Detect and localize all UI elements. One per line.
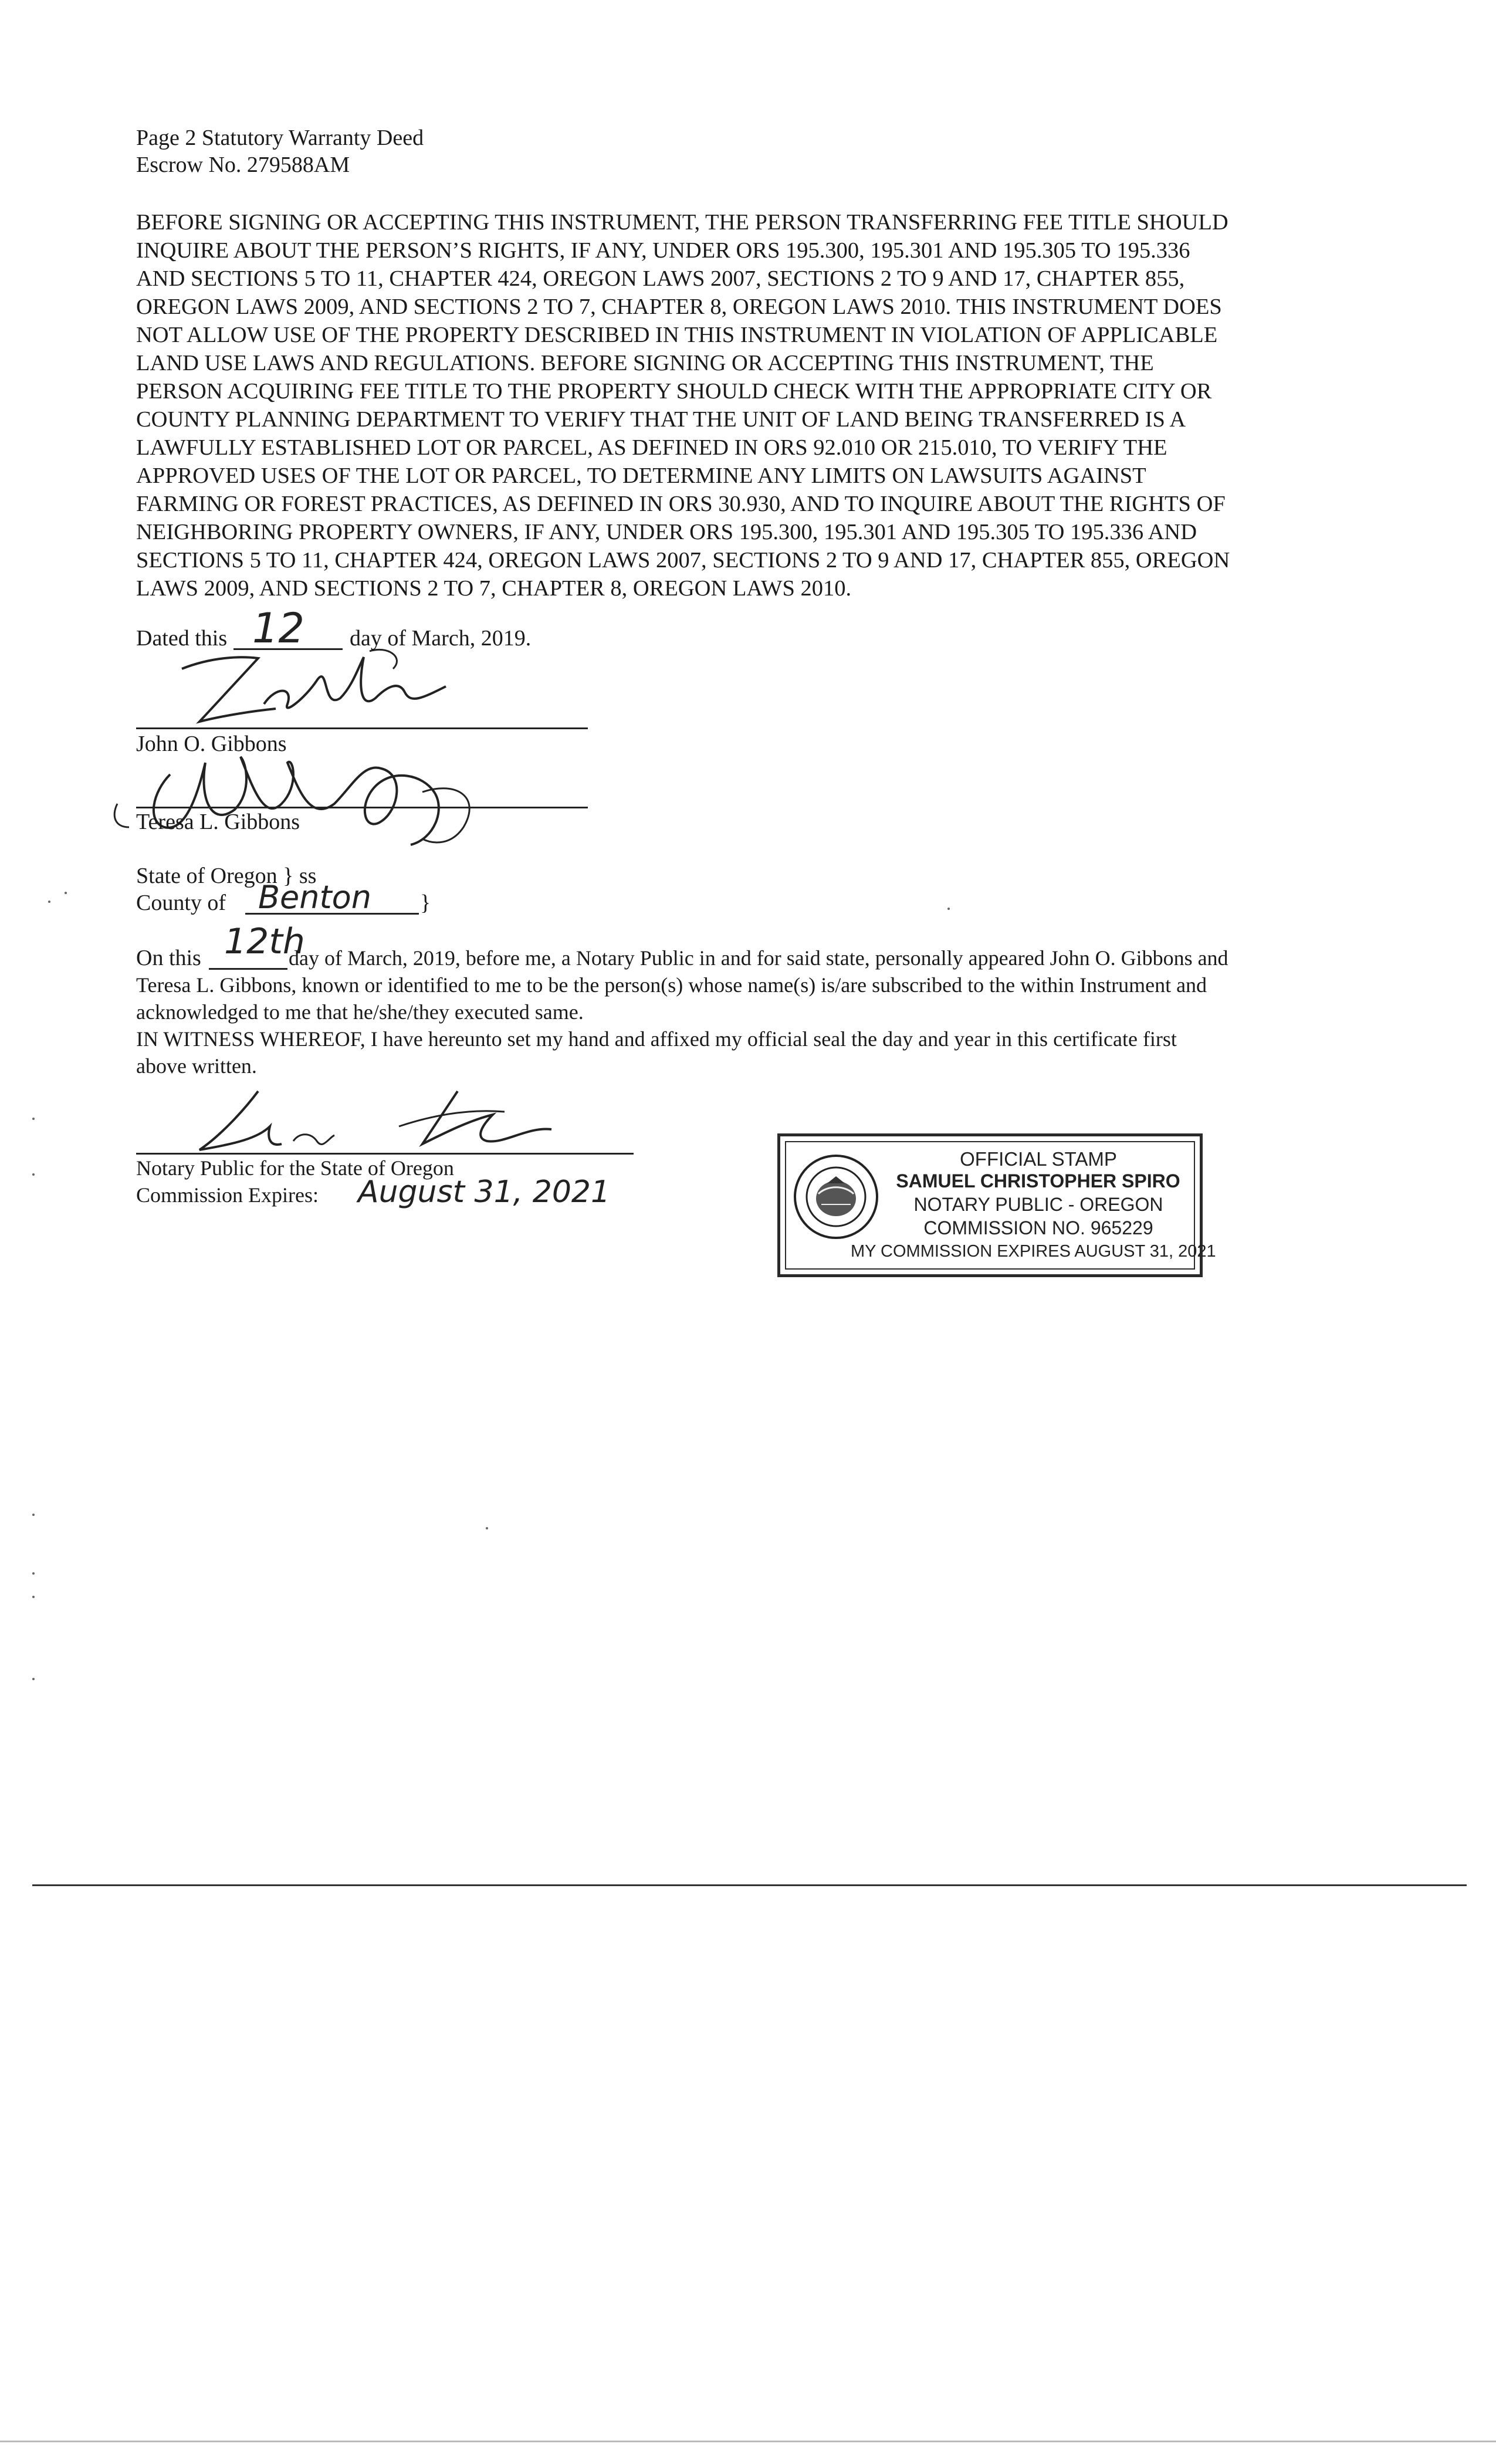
scan-speck <box>486 1527 488 1529</box>
grantor-name-2: Teresa L. Gibbons <box>136 810 300 834</box>
signature-line-1 <box>136 727 588 729</box>
notice-line: SECTIONS 5 TO 11, CHAPTER 424, OREGON LAWS 2007, SECTIONS 2 TO 9 AND 17, CHAPTER 855, OREGON <box>136 548 1230 573</box>
scan-speck <box>947 908 950 910</box>
ack-day-handwritten: 12th <box>224 921 305 962</box>
notice-line: AND SECTIONS 5 TO 11, CHAPTER 424, OREGON LAWS 2007, SECTIONS 2 TO 9 AND 17, CHAPTER 855, <box>136 266 1185 291</box>
notice-line: LAWFULLY ESTABLISHED LOT OR PARCEL, AS DEFINED IN ORS 92.010 OR 215.010, TO VERIFY THE <box>136 435 1167 460</box>
stamp-line-3: NOTARY PUBLIC - OREGON <box>913 1194 1163 1215</box>
scan-speck <box>32 1514 35 1516</box>
ack-line-3: acknowledged to me that he/she/they executed same. <box>136 1000 584 1024</box>
ack-line-1: day of March, 2019, before me, a Notary Public in and for said state, personally appeared John O. Gibbons and <box>289 946 1228 970</box>
scan-speck <box>32 1173 35 1176</box>
scan-speck <box>32 1678 35 1680</box>
ack-on-this: On this <box>136 946 201 970</box>
escrow-number: Escrow No. 279588AM <box>136 153 350 177</box>
ack-line-4: IN WITNESS WHEREOF, I have hereunto set my hand and affixed my official seal the day and year in this certificate first <box>136 1027 1177 1051</box>
bottom-rule <box>32 1884 1467 1886</box>
grantor-name-1: John O. Gibbons <box>136 732 287 756</box>
stamp-line-5: MY COMMISSION EXPIRES AUGUST 31, 2021 <box>851 1242 1216 1261</box>
scan-speck <box>48 901 50 903</box>
dated-prefix: Dated this <box>136 626 228 651</box>
stamp-line-1: OFFICIAL STAMP <box>960 1148 1117 1170</box>
dated-suffix: day of March, 2019. <box>350 626 532 651</box>
notice-line: INQUIRE ABOUT THE PERSON’S RIGHTS, IF ANY, UNDER ORS 195.300, 195.301 AND 195.305 TO 195.336 <box>136 238 1190 263</box>
notice-line: NEIGHBORING PROPERTY OWNERS, IF ANY, UNDER ORS 195.300, 195.301 AND 195.305 TO 195.336 AND <box>136 520 1197 544</box>
notary-stamp <box>777 1133 1216 1277</box>
notice-line: BEFORE SIGNING OR ACCEPTING THIS INSTRUMENT, THE PERSON TRANSFERRING FEE TITLE SHOULD <box>136 210 1228 235</box>
notice-line: FARMING OR FOREST PRACTICES, AS DEFINED IN ORS 30.930, AND TO INQUIRE ABOUT THE RIGHTS OF <box>136 492 1226 516</box>
page-label: Page 2 Statutory Warranty Deed <box>136 126 424 150</box>
ack-day-underline <box>209 968 287 970</box>
scan-speck <box>65 892 67 894</box>
venue-county-label: County of <box>136 891 226 915</box>
notice-line: PERSON ACQUIRING FEE TITLE TO THE PROPERTY SHOULD CHECK WITH THE APPROPRIATE CITY OR <box>136 379 1212 404</box>
notice-line: LAWS 2009, AND SECTIONS 2 TO 7, CHAPTER 8, OREGON LAWS 2010. <box>136 576 852 601</box>
scan-speck <box>32 1596 35 1598</box>
statutory-notice <box>136 208 1356 603</box>
notary-title: Notary Public for the State of Oregon <box>136 1156 454 1180</box>
dated-day-handwritten: 12 <box>252 604 305 652</box>
venue-state: State of Oregon } ss <box>136 864 317 888</box>
scan-edge-rule <box>0 2441 1496 2442</box>
notice-line: NOT ALLOW USE OF THE PROPERTY DESCRIBED IN THIS INSTRUMENT IN VIOLATION OF APPLICABLE <box>136 323 1218 347</box>
oregon-state-seal-icon <box>792 1153 880 1241</box>
signature-teresa-gibbons <box>106 739 505 857</box>
scan-speck <box>32 1118 35 1120</box>
stamp-line-2: SAMUEL CHRISTOPHER SPIRO <box>896 1170 1180 1192</box>
notice-line: OREGON LAWS 2009, AND SECTIONS 2 TO 7, CHAPTER 8, OREGON LAWS 2010. THIS INSTRUMENT DOES <box>136 295 1222 319</box>
stamp-line-4: COMMISSION NO. 965229 <box>923 1217 1153 1238</box>
county-handwritten: Benton <box>258 879 371 916</box>
notary-expires-label: Commission Expires: <box>136 1183 319 1207</box>
ack-line-2: Teresa L. Gibbons, known or identified to me to be the person(s) whose name(s) is/are subscribed to the within Instrument and <box>136 973 1207 997</box>
notary-expires-handwritten: August 31, 2021 <box>358 1175 611 1210</box>
notary-signature <box>141 1079 598 1162</box>
ack-line-5: above written. <box>136 1054 257 1078</box>
notice-line: APPROVED USES OF THE LOT OR PARCEL, TO DETERMINE ANY LIMITS ON LAWSUITS AGAINST <box>136 463 1146 488</box>
notice-line: LAND USE LAWS AND REGULATIONS. BEFORE SIGNING OR ACCEPTING THIS INSTRUMENT, THE <box>136 351 1154 375</box>
scan-speck <box>32 1572 35 1575</box>
notice-line: COUNTY PLANNING DEPARTMENT TO VERIFY THAT THE UNIT OF LAND BEING TRANSFERRED IS A <box>136 407 1186 432</box>
venue-county-close: } <box>420 891 431 915</box>
